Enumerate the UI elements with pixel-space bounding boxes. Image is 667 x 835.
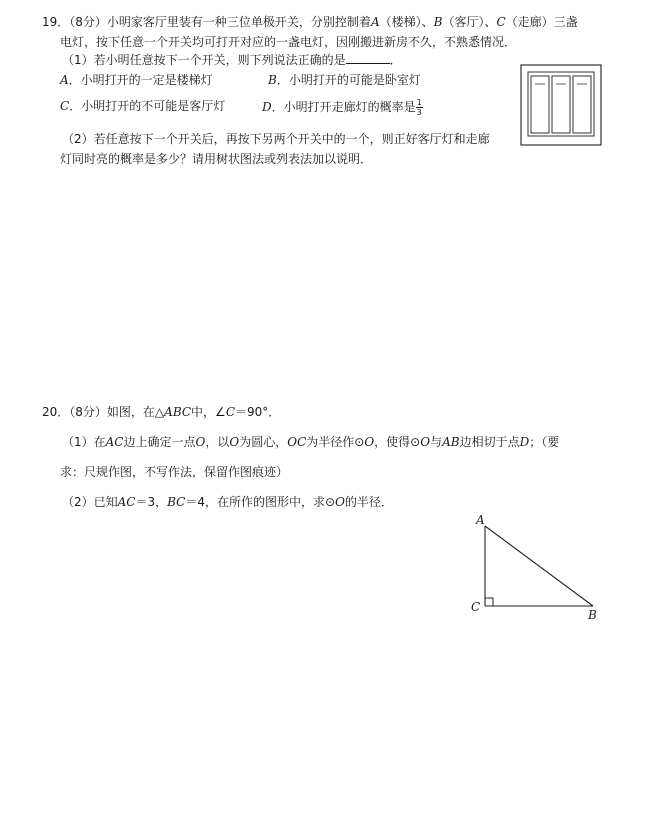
right-angle-mark [485,598,493,606]
q19-option-b: B．小明打开的可能是卧室灯 [268,73,421,87]
switch-panel-figure [520,64,602,146]
q20-part2: （2）已知AC＝3，BC＝4，在所作的图形中，求⊙O的半径． [62,495,393,509]
vertex-c-label: C [471,600,481,614]
triangle-figure [462,510,612,626]
q20-line1: 20．（8分）如图，在△ABC中，∠C＝90°． [42,405,281,419]
q19-option-c: C．小明打开的不可能是客厅灯 [60,99,226,113]
q19-score: （8分） [69,15,107,29]
q19-part1: （1）若小明任意按下一个开关，则下列说法正确的是 ． [62,53,402,67]
switch-b [552,76,570,133]
vertex-b-label: B [588,608,597,622]
q20-number: 20． [42,405,70,419]
switch-c [573,76,591,133]
q19-part2-line1: （2）若任意按下一个开关后，再按下另两个开关中的一个，则正好客厅灯和走廊 [62,132,490,146]
q20-score: （8分） [69,405,107,419]
fraction-one-third: $\frac{1}{3}$ [416,98,422,117]
vertex-a-label: A [476,513,485,527]
answer-blank [346,52,390,64]
q19-line1: 19．（8分）小明家客厅里装有一种三位单极开关，分别控制着A（楼梯）、B（客厅）、C（走廊）三盏 [42,15,578,29]
q20-part1-line1: （1）在AC边上确定一点O，以O为圆心，OC为半径作⊙O，使得⊙O与AB边相切于点D；（要 [62,435,560,449]
q19-option-d: D．小明打开走廊灯的概率是 $\frac{1}{3}$ [262,98,422,117]
q19-number: 19． [42,15,70,29]
q20-part1-line2: 求：尺规作图，不写作法，保留作图痕迹） [60,465,289,479]
q19-line2: 电灯，按下任意一个开关均可打开对应的一盏电灯，因刚搬进新房不久，不熟悉情况． [60,35,517,49]
q19-option-a: A．小明打开的一定是楼梯灯 [60,73,213,87]
side-ab [485,526,593,606]
switch-a [531,76,549,133]
q19-part2-line2: 灯同时亮的概率是多少？请用树状图法或列表法加以说明． [60,152,373,166]
